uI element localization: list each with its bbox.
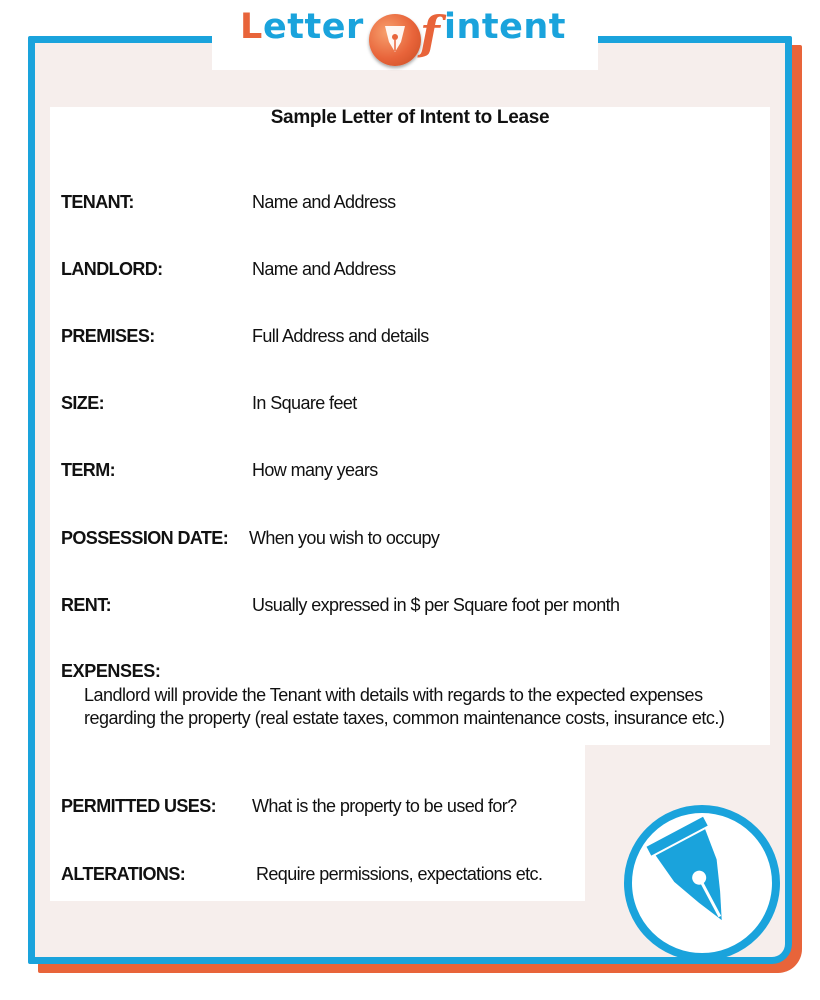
field-label: PERMITTED USES: [61,796,217,816]
field-label: ALTERATIONS: [61,864,186,884]
brand-logo [212,4,598,74]
logo-header [212,0,598,70]
logo-intent: intent [444,7,567,47]
field-label: SIZE: [61,393,105,413]
field-row-alterations [61,864,543,885]
document-title: Sample Letter of Intent to Lease [270,107,550,128]
field-row-term [61,460,378,481]
expenses-label: EXPENSES: [61,661,161,681]
field-label: POSSESSION DATE: [61,528,229,548]
field-label: RENT: [61,595,111,615]
field-value: How many years [252,460,378,480]
logo-letter-l: L [240,7,263,47]
field-value: Name and Address [252,192,396,212]
field-label: TERM: [61,460,115,480]
field-value: In Square feet [252,393,357,413]
logo-letter-rest: etter [263,7,364,47]
fountain-pen-nib-icon [622,803,782,963]
field-label: LANDLORD: [61,259,163,279]
pen-nib-logo-icon [369,14,421,66]
field-row-size [61,393,357,414]
field-row-landlord [61,259,396,280]
field-value: What is the property to be used for? [252,796,517,816]
field-row-permitted-uses [61,796,517,817]
field-value: Name and Address [252,259,396,279]
field-value: When you wish to occupy [249,528,440,548]
logo-of-f: f [420,6,441,60]
paper-sheet [50,107,770,745]
field-label: PREMISES: [61,326,155,346]
field-row-rent [61,595,620,616]
field-value: Full Address and details [252,326,429,346]
field-label: TENANT: [61,192,134,212]
field-value: Require permissions, expectations etc. [256,864,543,884]
field-row-premises [61,326,429,347]
expenses-text: Landlord will provide the Tenant with details with regards to the expected expenses regarding the property (real estate taxes, common maintenance costs, insurance etc.) [84,685,725,728]
field-row-possession-date [61,528,440,549]
field-value: Usually expressed in $ per Square foot per month [252,595,620,615]
field-row-tenant [61,192,396,213]
